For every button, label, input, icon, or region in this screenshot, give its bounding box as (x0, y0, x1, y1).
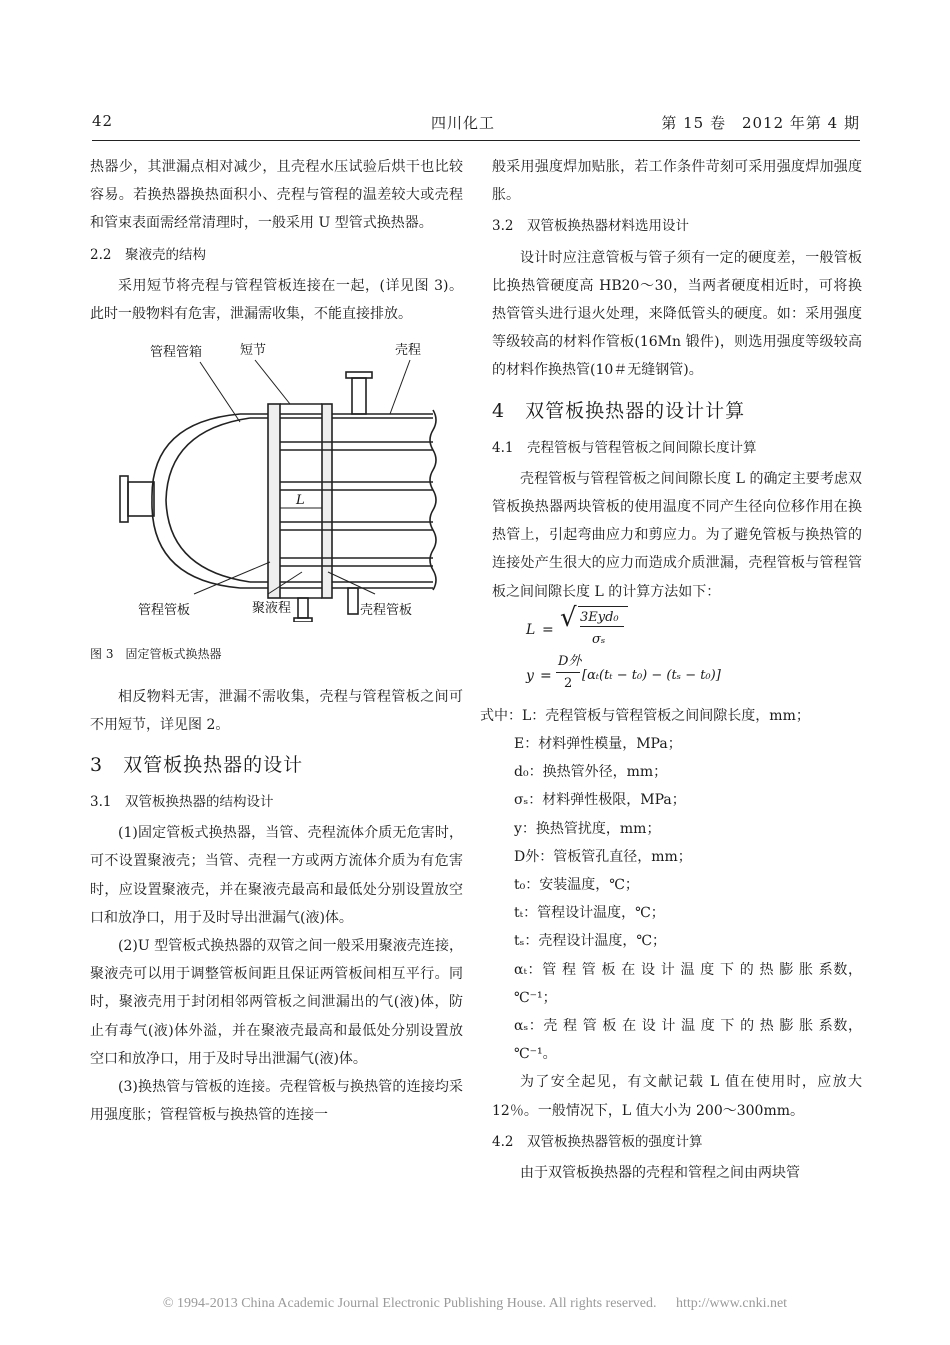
paragraph: (1)固定管板式换热器，当管、壳程流体介质无危害时，可不设置聚液壳；当管、壳程一方或两方流体介质为有危害时，应设置聚液壳，并在聚液壳最高和最低处分别设置放空口和放净口，用于及时导出泄漏气(液)体。 (90, 825, 463, 926)
issue-info: 第 15 卷 2012 年第 4 期 (661, 114, 860, 132)
symbol-def: αₜ：管 程 管 板 在 设 计 温 度 下 的 热 膨 胀 系数，℃⁻¹； (514, 961, 862, 1006)
copyright: © 1994-2013 China Academic Journal Electronic Publishing House. All rights reserved. (162, 1296, 657, 1311)
paragraph: 由于双管板换热器的壳程和管程之间由两块管 (520, 1165, 800, 1182)
eq-rhs: [αₜ(tₜ − t₀) − (tₛ − t₀)] (582, 667, 721, 683)
label-collection: 聚液程 (252, 601, 292, 617)
figure-caption: 图 3 固定管板式换热器 (90, 647, 222, 662)
paragraph: (2)U 型管板式换热器的双管之间一般采用聚液壳连接，聚液壳可以用于调整管板间距且保证两管板间相互平行。同时，聚液壳用于封闭相邻两管板之间泄漏出的气(液)体，防止有毒气(液)体外溢，并在聚液壳最高和最低处分别设置放空口和放净口，用于及时导出泄漏气(液)体。 (90, 938, 463, 1067)
section-heading-4-1: 4.1 壳程管板与管程管板之间间隙长度计算 (492, 439, 757, 456)
symbol-def: D外：管板管孔直径，mm； (514, 848, 692, 865)
eq-lhs: y (526, 667, 534, 684)
symbol-def: tₜ：管程设计温度，℃； (514, 905, 665, 922)
paragraph: 采用短节将壳程与管程管板连接在一起，(详见图 3)。此时一般物料有危害，泄漏需收集，不能直接排放。 (90, 277, 463, 323)
section-heading-3-1: 3.1 双管板换热器的结构设计 (90, 794, 274, 811)
eq-numerator: 3Eyd₀ (580, 609, 619, 625)
label-shell: 壳程 (395, 343, 422, 359)
journal-name: 四川化工 (431, 114, 496, 132)
equation-y: y = D外 2 [αₜ(tₜ − t₀) − (tₛ − t₀)] (526, 656, 862, 702)
section-heading-4-2: 4.2 双管板换热器管板的强度计算 (492, 1133, 703, 1150)
section-heading-4: 4 双管板换热器的设计计算 (492, 399, 746, 422)
symbol-def: d₀：换热管外径，mm； (514, 764, 668, 781)
header-rule (92, 140, 860, 141)
eq-denominator: σₛ (592, 631, 606, 647)
label-tube-sheet: 管程管板 (138, 603, 191, 619)
paragraph: 般采用强度焊加贴胀，若工作条件苛刻可采用强度焊加强度胀。 (492, 159, 862, 204)
where-clause: 式中：L：壳程管板与管程管板之间间隙长度，mm； (480, 707, 810, 724)
section-heading-2-2: 2.2 聚液壳的结构 (90, 246, 206, 263)
right-column (480, 153, 862, 1187)
label-short-section: 短节 (240, 343, 267, 359)
paragraph: (3)换热管与管板的连接。壳程管板与换热管的连接均采用强度胀；管程管板与换热管的连接一 (90, 1079, 463, 1124)
paragraph: 相反物料无害，泄漏不需收集，壳程与管程管板之间可不用短节，详见图 2。 (90, 688, 463, 733)
label-L: L (296, 493, 305, 509)
symbol-def: E：材料弹性模量，MPa； (514, 736, 682, 753)
paragraph: 壳程管板与管程管板之间间隙长度 L 的确定主要考虑双管板换热器两块管板的使用温度不同产生径向位移作用在换热管上，引起弯曲应力和剪应力。为了避免管板与换热管的连接处产生很大的应力而造成介质泄漏，壳程管板与管程管板之间间隙长度 L 的计算方法如下： (492, 470, 862, 600)
label-shell-sheet: 壳程管板 (360, 603, 413, 619)
paragraph: 为了安全起见，有文献记载 L 值在使用时，应放大 12％。一般情况下，L 值大小为 200～300mm。 (492, 1074, 862, 1119)
footer-url[interactable]: http://www.cnki.net (675, 1296, 788, 1311)
section-heading-3: 3 双管板换热器的设计 (90, 754, 304, 777)
eq-denominator: 2 (564, 675, 573, 691)
figure-3 (90, 332, 463, 632)
sqrt-icon: √ (560, 602, 577, 633)
footer (0, 1296, 950, 1312)
page-number: 42 (92, 112, 114, 130)
heat-exchanger-diagram (90, 332, 463, 622)
symbol-def: αₛ：壳 程 管 板 在 设 计 温 度 下 的 热 膨 胀 系数，℃⁻¹。 (514, 1018, 862, 1063)
section-heading-3-2: 3.2 双管板换热器材料选用设计 (492, 218, 689, 235)
symbol-def: y：换热管扰度，mm； (514, 820, 661, 837)
paragraph: 热器少，其泄漏点相对减少，且壳程水压试验后烘干也比较容易。若换热器换热面积小、壳程与管程的温差较大或壳程和管束表面需经常清理时，一般采用 U 型管式换热器。 (90, 159, 463, 232)
symbol-def: t₀：安装温度，℃； (514, 877, 639, 894)
eq-lhs: L (526, 621, 536, 638)
symbol-def: tₛ：壳程设计温度，℃； (514, 933, 667, 950)
symbol-def: σₛ：材料弹性极限，MPa； (514, 792, 686, 809)
label-tube-box: 管程管箱 (150, 345, 203, 361)
eq-numerator: D外 (558, 653, 582, 669)
equation-L: L = √ 3Eyd₀ σₛ (526, 606, 862, 656)
left-column (90, 153, 463, 1129)
paragraph: 设计时应注意管板与管子须有一定的硬度差，一般管板比换热管硬度高 HB20～30，当两者硬度相近时，可将换热管管头进行退火处理，来降低管头的硬度。如：采用强度等级较高的材料作管板(16Mn 锻件)，则选用强度等级较高的材料作换热管(10＃无缝钢管)。 (492, 249, 862, 379)
